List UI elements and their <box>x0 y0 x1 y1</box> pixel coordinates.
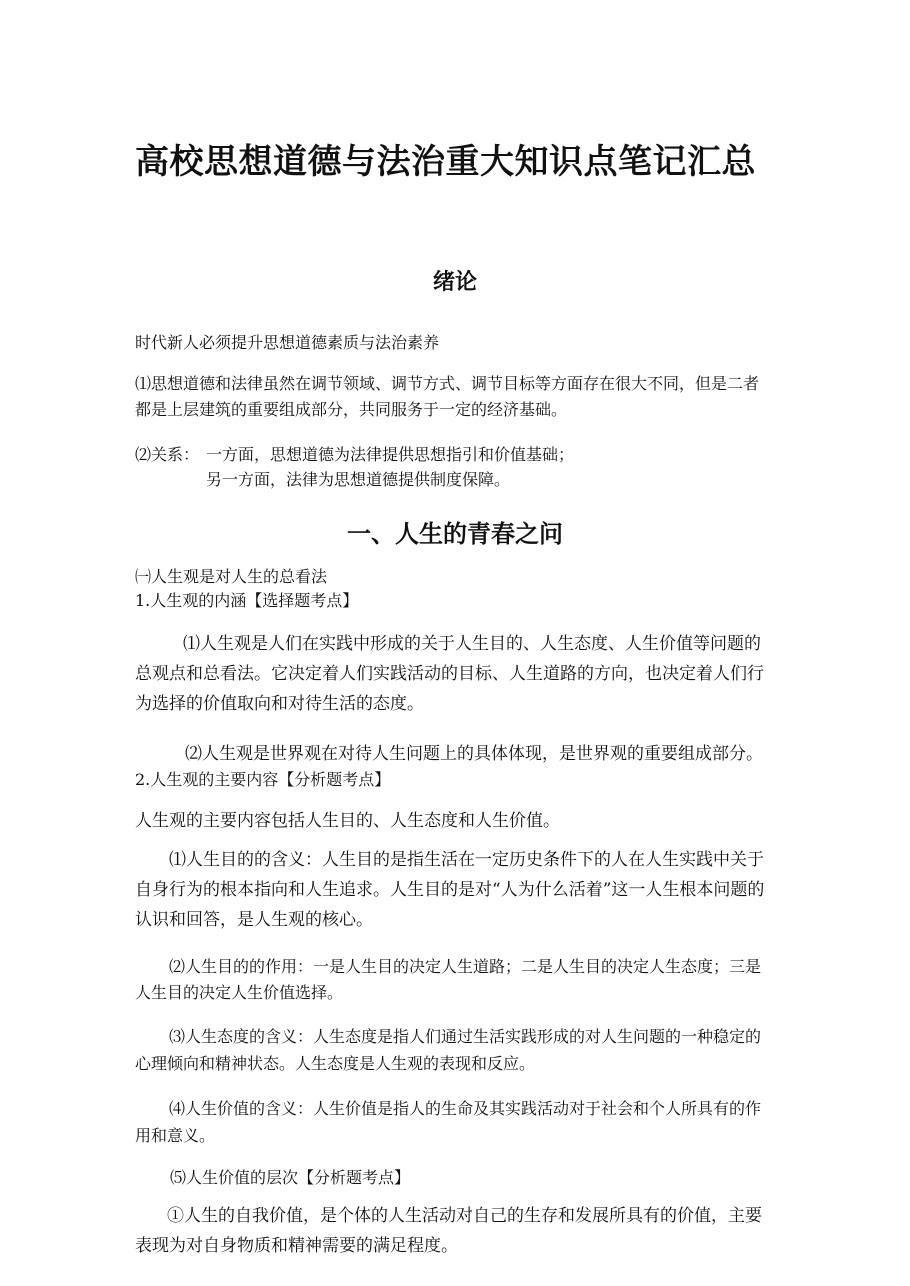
item-1-paragraph-1: ⑴人生观是人们在实践中形成的关于人生目的、人生态度、人生价值等问题的总观点和总看法。它决定着人们实践活动的目标、人生道路的方向，也决定着人们行为选择的价值取向和对待生活的态度。 <box>135 634 764 714</box>
item-2-paragraph-4: ⑷人生价值的含义：人生价值是指人的生命及其实践活动对于社会和个人所具有的作用和意义。 <box>135 1099 762 1145</box>
relation-line-2: 另一方面，法律为思想道德提供制度保障。 <box>206 470 511 489</box>
relation-line-1: 一方面，思想道德为法律提供思想指引和价值基础； <box>206 445 575 464</box>
chapter-1-heading: 一、人生的青春之问 <box>347 520 563 548</box>
item-2-paragraph-5: ⑸人生价值的层次【分析题考点】 <box>170 1168 411 1187</box>
document-title: 高校思想道德与法治重大知识点笔记汇总 <box>135 142 756 182</box>
item-2-paragraph-6: ①人生的自我价值，是个体的人生活动对自己的生存和发展所具有的价值，主要表现为对自身物质和精神需要的满足程度。 <box>135 1206 762 1256</box>
relation-label: ⑵关系： <box>135 445 200 464</box>
intro-subtitle: 时代新人必须提升思想道德素质与法治素养 <box>135 333 440 352</box>
intro-paragraph-1: ⑴思想道德和法律虽然在调节领域、调节方式、调节目标等方面存在很大不同，但是二者都是上层建筑的重要组成部分，共同服务于一定的经济基础。 <box>135 374 760 419</box>
section-1-title: ㈠人生观是对人生的总看法 <box>135 567 328 586</box>
item-2-intro: 人生观的主要内容包括人生目的、人生态度和人生价值。 <box>135 811 560 831</box>
item-2-paragraph-1: ⑴人生目的的含义：人生目的是指生活在一定历史条件下的人在人生实践中关于自身行为的根本指向和人生追求。人生目的是对“人为什么活着”这一人生根本问题的认识和回答，是人生观的核心。 <box>135 850 765 930</box>
item-2-paragraph-3: ⑶人生态度的含义：人生态度是指人们通过生活实践形成的对人生问题的一种稳定的心理倾向和精神状态。人生态度是人生观的表现和反应。 <box>135 1027 762 1073</box>
item-1-title: 1.人生观的内涵【选择题考点】 <box>135 591 359 610</box>
item-2-title: 2.人生观的主要内容【分析题考点】 <box>135 770 391 789</box>
item-2-paragraph-2: ⑵人生目的的作用：一是人生目的决定人生道路；二是人生目的决定人生态度；三是人生目的决定人生价值选择。 <box>135 957 762 1002</box>
intro-heading: 绪论 <box>432 270 477 295</box>
item-1-paragraph-2: ⑵人生观是世界观在对待人生问题上的具体体现，是世界观的重要组成部分。 <box>185 744 763 764</box>
